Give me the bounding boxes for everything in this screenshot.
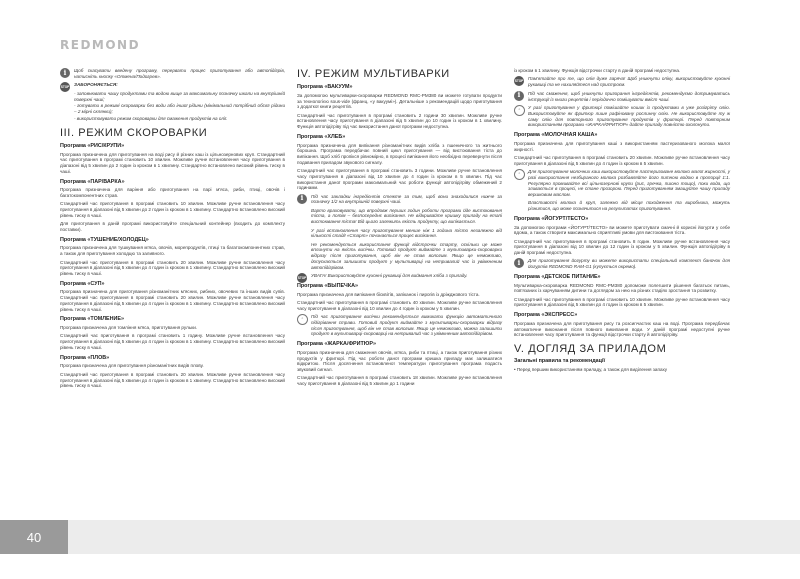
program-title: Програма «ЙОГУРТ/ТЕСТО» (514, 215, 589, 222)
info-note (514, 258, 730, 269)
program-title: Програма «ДЕТСКОЕ ПИТАНИЕ» (514, 273, 601, 280)
program-title: Програма «ХЛЕБ» (297, 133, 346, 140)
paragraph: Програма призначена для приготування рису та розсипчастих каш на воді. Програма передбачає автоматичне виконання після повного википання води. У даній програмі недоступні ручне встановлення часу приготування та функції відстрочки старту й автопідігріву. (514, 320, 730, 338)
info-note (297, 194, 502, 271)
tip-note (297, 314, 502, 337)
paragraph: Програма призначена для випікання різноманітних видів хліба з пшеничного та житнього борошна. Програма передбачає повний цикл приготування — від вистоювання тіста до випікання. Щоб хліб пропікся рівномірно, в процесі випікання його необхідно перевернути після подавання приладом звукового сигналу. (297, 142, 502, 165)
program-title: Програма «МОЛОЧНАЯ КАША» (514, 132, 598, 139)
section-heading: III. РЕЖИМ СКОРОВАРКИ (60, 126, 208, 139)
program-title: Програма «ЭКСПРЕСС» (514, 312, 578, 319)
warning-text: УВАГА! Використовуйте кухонні рукавиці для виймання хліба з приладу. (311, 273, 468, 279)
note-text: Під час приготування випічки рекомендується вимикати функцію автоматичного підігрівання страви. Готовий продукт виймайте з мультиварки-скороварки відразу після приготування, щоб він не став вологим. Якщо це неможливо, можна залишити продукт в мультиварці-скороварці на нетривалий час з увімкненим автопідігрівом. (311, 314, 502, 337)
paragraph: Для приготування в даній програмі використовуйте спеціальний контейнер (входить до комплекту поставки). (60, 221, 285, 232)
brand-logo: REDMOND (60, 38, 141, 52)
tip-note (514, 169, 730, 212)
paragraph: Стандартний час приготування в програмі становить 18 хвилин. Можливе ручне встановлення часу приготування в діапазоні від 5 хвилин до 1 години (297, 375, 502, 387)
paragraph: Стандартний час приготування в програмі становить 10 хвилин. Можливе ручне встановлення часу приготування в діапазоні від 5 хвилин до 4 годин із кроком в 5 хвилин. (514, 296, 730, 308)
info-note (60, 68, 285, 79)
subsection-title: Загальні правила та рекомендації (514, 358, 605, 365)
warning-title: ЗАБОРОНЯЄТЬСЯ: (74, 82, 118, 88)
paragraph: Програма призначена для приготування каші з використанням пастеризованого молока малої жирності. (514, 140, 730, 152)
paragraph: За допомогою мультиварки-скороварки REDMOND RMC-PM380 ви можете готувати продукти за технологією sous-vide (франц. «у вакуумі»). Детальніше з рекомендацій щодо приготування з додаткої книги рецептів. (297, 92, 502, 110)
lightbulb-icon: ◦ (514, 169, 525, 180)
paragraph: • Перед першим використанням приладу, а також для виділення запаху (514, 366, 668, 372)
paragraph: Стандартний час приготування в програмі становить 20 хвилин. Можливе ручне встановлення часу приготування в діапазоні від 5 хвилин до 4 годин із кроком в 1 хвилину. Стандартно встановлено високий рівень тиску в чаші. (60, 259, 285, 276)
paragraph: Стандартний час приготування в програмі становить 2 години 30 хвилин. Можливе ручне встановлення часу приготування в діапазоні від 5 хвилин до 10 годин із кроком в 1 хвилину. Функція автопідігріву під час використання даної програми недоступна. (297, 112, 502, 130)
program-title: Програма «ВЫПЕЧКА» (297, 282, 359, 289)
paragraph: Програма призначена для варіння або приготування на парі м'яса, риби, птиці, овочів і багатокомпонентних страв. (60, 187, 285, 199)
note-text: Для приготування йогурту ви можете використати спеціальний комплект баночок для йогуртів REDMOND RAM-G1 (купується окремо). (528, 258, 730, 270)
info-note (514, 91, 730, 102)
paragraph: Програма призначена для приготування на воді рису й різних каш із цільнозернових круп. Стандартний час приготування в програмі становить 10 хвилин. Можливе ручне встановлення часу приготування в діапазоні від 5 хвилин до 2 годин із кроком в 1 хвилину. Стандартно встановлено високий рівень тиску в чаші. (60, 151, 285, 174)
note-text: Для приготування молочних каш використовуйте пастеризоване молоко малої жирності, у разі використання незбираного молока розбавляйте його питною водою в пропорції 1:1. Регулярно промивайте всі цільнозернові крупи (рис, гречка, пшоно тощо), поки вода, що зливається в процесі, не стане прозорою. Перед приготуванням змащуйте чашу приладу вершковим маслом. (528, 169, 730, 198)
section-heading: V. ДОГЛЯД ЗА ПРИЛАДОМ (514, 343, 667, 356)
paragraph: Стандартний час приготування в програмі становить 20 хвилин. Можливе ручне встановлення часу приготування в діапазоні від 5 хвилин до 4 годин із кроком в 5 хвилин. (514, 155, 730, 166)
paragraph: Стандартний час приготування в програмі становить 1 годину. Можливе ручне встановлення часу приготування в діапазоні від 5 хвилин до 4 годин із кроком в 1 хвилину. Стандартно встановлено високий рівень тиску в чаші. (60, 333, 285, 350)
paragraph: Програма призначена для випікання бісквітів, запіканок і пирогів із дріжджового тіста. (297, 291, 480, 297)
paragraph: Стандартний час приготування в програмі становить 20 хвилин. Можливе ручне встановлення часу приготування в діапазоні від 5 хвилин до 4 годин із кроком в 1 хвилину. Стандартно встановлено високий рівень тиску в чаші. (60, 371, 285, 389)
warning-item: - готувати в режимі скороварки без води або іншої рідини (мінімальний потрібний обсяг рідини – 2 мірні склянки); (74, 103, 285, 115)
note-text: Варто враховувати, що впродовж перших годин роботи програми йде вистоювання тіста, а потім – безпосереднє випікання. Не відкривайте кришку приладу на етапі вистоювання тіста! Від цього залежить якість продукту, що випікається. (311, 207, 502, 225)
stop-warning (297, 273, 502, 279)
program-title: Програма «ВАКУУМ» (297, 84, 353, 91)
info-icon: i (514, 91, 524, 101)
paragraph: Стандартний час приготування в програмі становить 40 хвилин. Можливе ручне встановлення часу приготування в діапазоні від 10 хвилин до 4 годин із кроком у 5 хвилин. (297, 300, 502, 311)
paragraph: Стандартний час приготування в програмі становить 8 годин. Можливе ручне встановлення часу приготування в діапазоні від 10 хвилин до 12 годин із кроком у 5 хвилин. Функція автопідігріву в даній програмі недоступна. (514, 238, 730, 256)
stop-icon: STOP (297, 273, 307, 283)
section-heading: IV. РЕЖИМ МУЛЬТИВАРКИ (297, 68, 450, 80)
note-text: Не рекомендується використання функції відстрочки старту, оскільки це може вплинути на якість випічки. Готовий продукт виймайте з мультиварки-скороварки відразу після приготування, щоб він не став вологим. Якщо це неможливо, допускається залишити продукт у мультиварці на нетривалий час із увімкненим автопідігрівом. (311, 241, 502, 270)
lightbulb-icon: ◦ (514, 105, 525, 116)
paragraph: Програма призначена для приготування різноманітних м'ясних, рибних, овочевих та інших видів супів. Стандартний час приготування в програмі становить 20 хвилин. Можливе ручне встановлення часу приготування в діапазоні від 5 хвилин до 4 годин із кроком в 1 хвилину. Стандартно встановлено високий рівень тиску в чаші. (60, 289, 285, 312)
stop-icon: STOP (60, 82, 70, 92)
note-text: У разі встановлення часу приготування менше ніж 1 година тісто незалежно від кількості стадії «Старт» починається процес випікання. (311, 227, 502, 239)
note-text: У разі приготування у фритюрі помішайте кошик із продуктами в уже розігріту олію. Використовуйте як фритюр лише рафіновану рослинну олію. Не використовуйте ту ж саму олію для повторного приготування продуктів у фритюрі. Перед повторним використанням програми «ЖАРКА/ФРИТЮР» дайте приладу повністю охолонути. (528, 105, 730, 128)
paragraph: Мультиварка-скороварка REDMOND RMC-PM380 допоможе полегшити рішення багатьох питань, пов'язаних із харчуванням дитини та доглядом за нею на різних стадіях зростання та розвитку. (514, 282, 730, 294)
program-title: Програма «ПЛОВ» (60, 354, 110, 361)
warning-item: - заповнювати чашу продуктами та водою вище за максимальну позначку шкали на внутрішній поверхні чаші; (74, 90, 285, 102)
footer-bar (0, 520, 800, 554)
lightbulb-icon: ◦ (297, 314, 308, 325)
program-title: Програма «СУП» (60, 280, 105, 287)
warning-item: - використовувати режим скороварки для смаження продуктів на олії. (74, 116, 228, 122)
program-title: Програма «РИС/КРУПИ» (60, 142, 125, 149)
paragraph: Програма призначена для приготування різноманітних видів плову. (60, 363, 204, 369)
info-icon: i (514, 258, 524, 268)
program-title: Програма «ПАР/ВАРКА» (60, 178, 125, 185)
info-icon: i (60, 68, 70, 78)
paragraph: Стандартний час приготування в програмі становить 3 години. Можливе ручне встановлення часу приготування в діапазоні від 10 хвилин до 4 годин із кроком в 5 хвилин. Під час використання даної програми максимальний час роботи функції автопідігріву обмежений 2 годинами. (297, 168, 502, 191)
column-right (514, 68, 730, 375)
note-text: Під час смаження, щоб уникнути пригорання інгредієнтів, рекомендуємо дотримуватись інструкції із книги рецептів і періодично помішувати вміст чаші. (528, 90, 730, 102)
note-text: Властивості молока й круп, залежно від місця походження та виробника, можуть різнитися, що може позначитися на результатах приготування. (528, 200, 730, 212)
paragraph: За допомогою програми «ЙОГУРТ/ТЕСТО» ви можете приготувати смачні й корисні йогурти у себе вдома, а також створити максимально сприятливі умови для вистоювання тіста. (514, 224, 730, 236)
program-title: Програма «ТУШЕНИЕ/ХОЛОДЕЦ» (60, 236, 149, 243)
warning-text: Пам'ятайте про те, що олія дуже гаряча! Щоб уникнути опіку, використовуйте кухонні рукавиці та не нахиляйтеся над пристроєм. (528, 76, 730, 88)
column-left (60, 68, 285, 392)
program-title: Програма «ЖАРКА/ФРИТЮР» (297, 341, 376, 348)
paragraph: Програма призначена для томління м'яса, приготування рульки. (60, 325, 198, 331)
paragraph: із кроком в 1 хвилину. Функція відстрочки старту в даній програмі недоступна. (514, 68, 681, 73)
program-title: Програма «ТОМЛЕНИЕ» (60, 316, 124, 323)
paragraph: Програма призначена для смаження овочів, м'яса, риби та птиці, а також приготування різних продуктів у фритюрі. Під час роботи даної програми кришка приладу має залишатися відкритою. Після досягнення встановленої температури приготування програма подасть звуковий сигнал. (297, 349, 502, 373)
stop-warning (60, 82, 285, 121)
column-middle (297, 68, 502, 389)
tip-note (514, 105, 730, 128)
stop-warning (514, 76, 730, 87)
stop-icon: STOP (514, 76, 524, 86)
page-number: 40 (0, 520, 68, 554)
info-icon: i (297, 194, 307, 204)
paragraph: Програма призначена для тушкування м'яса, овочів, морепродуктів, птиці та багатокомпонентних страв, а також для приготування холодцю та заливного. (60, 245, 285, 257)
note-text: Під час закладки інгредієнтів стежте за тим, щоб вони знаходилися нижче за позначку 1/2 на внутрішній поверхні чаші. (311, 193, 502, 205)
note-text: Щоб скасувати введену програму, перервати процес приготування або автопідігрів, натисніть кнопку «Отмена/Подогрев». (74, 68, 285, 79)
paragraph: Стандартний час приготування в програмі становить 10 хвилин. Можливе ручне встановлення часу приготування в діапазоні від 5 хвилин до 2 годин із кроком в 1 хвилину. Стандартно встановлено високий рівень тиску в чаші. (60, 201, 285, 218)
